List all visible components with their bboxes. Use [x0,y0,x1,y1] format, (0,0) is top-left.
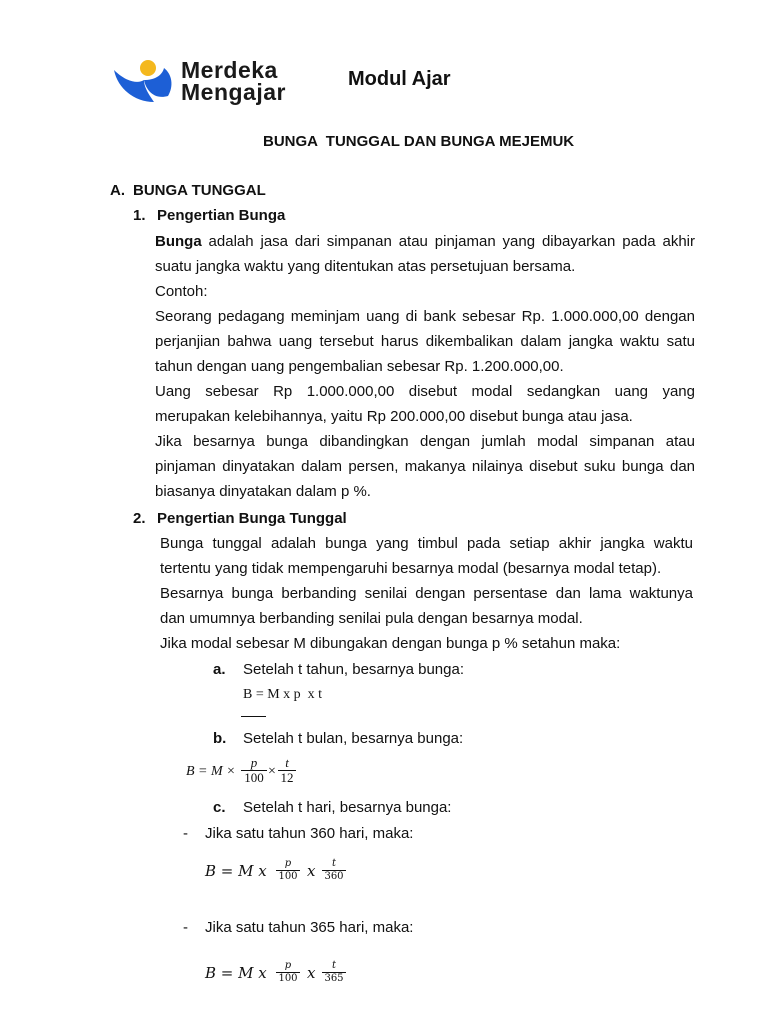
case2-numerator-p: 𝑝 [284,960,292,971]
item2-line1: Bunga tunggal adalah bunga yang timbul pada setiap akhir jangka waktu [160,535,693,552]
case1-denominator-100: 100 [278,871,298,882]
sub-b-fraction-p [241,756,267,785]
case1-formula-lhs: 𝐵 = 𝑀 𝑥 [205,862,267,880]
case2-times: 𝑥 [307,964,316,982]
sub-b-denominator-12: 12 [280,770,294,785]
sub-b-numerator-t: t [285,755,289,770]
case1-numerator-p: 𝑝 [284,858,292,869]
sub-b-fraction-t [278,756,296,785]
case1-numerator-t: 𝑡 [331,858,337,869]
sub-a-formula-bar [241,716,266,717]
case2-formula-lhs: 𝐵 = 𝑀 𝑥 [205,964,267,982]
item1-def-line2: suatu jangka waktu yang ditentukan atas persetujuan bersama. [155,258,576,275]
sub-b-times: × [268,764,276,779]
sub-b-denominator-100: 100 [244,770,264,785]
case1-times: 𝑥 [307,862,316,880]
definition-term: Bunga [155,233,202,250]
case2-fraction-p [276,960,300,985]
example-line4: Uang sebesar Rp 1.000.000,00 disebut modal sedangkan uang yang [155,383,695,400]
section-a-heading: BUNGA TUNGGAL [133,182,266,199]
sub-b-formula-lhs: B = M × [186,764,236,779]
brand-name-line2: Mengajar [181,79,286,105]
sub-a-formula: B = M x p x t [243,687,323,702]
case2-denominator-365: 365 [324,973,344,984]
case1-fraction-p [276,858,300,883]
case2-denominator-100: 100 [278,973,298,984]
case2-numerator-t: 𝑡 [331,960,337,971]
item2-line3: Besarnya bunga berbanding senilai dengan persentase dan lama waktunya [160,585,693,602]
example-line5: merupakan kelebihannya, yaitu Rp 200.000,00 disebut bunga atau jasa. [155,408,633,425]
case1-dash: - [183,825,188,842]
sub-a-marker: a. [213,661,226,678]
case1-text: Jika satu tahun 360 hari, maka: [205,825,414,842]
example-line7: pinjaman dinyatakan dalam persen, makanya nilainya disebut suku bunga dan [155,458,695,475]
case2-fraction-t [322,960,346,985]
item1-marker: 1. [133,207,146,224]
sub-c-marker: c. [213,799,226,816]
module-label: Modul Ajar [348,68,451,90]
page-title: BUNGA TUNGGAL DAN BUNGA MEJEMUK [263,133,575,150]
item2-line4: dan umumnya berbanding senilai pula dengan besarnya modal. [160,610,583,627]
case1-fraction-t [322,858,346,883]
sub-b-text: Setelah t bulan, besarnya bunga: [243,730,464,747]
item1-heading: Pengertian Bunga [157,207,286,224]
sub-b-numerator-p: p [250,755,258,770]
definition-text: adalah jasa dari simpanan atau pinjaman yang dibayarkan pada akhir [201,233,695,250]
sub-a-text: Setelah t tahun, besarnya bunga: [243,661,465,678]
example-line3: tahun dengan uang pengembalian sebesar Rp. 1.200.000,00. [155,358,564,375]
example-line6: Jika besarnya bunga dibandingkan dengan jumlah modal simpanan atau [155,433,695,450]
example-label: Contoh: [155,283,208,300]
item2-line2: tertentu yang tidak mempengaruhi besarnya modal (besarnya modal tetap). [160,560,662,577]
case1-denominator-360: 360 [324,871,344,882]
example-line2: perjanjian bahwa uang tersebut harus dikembalikan dalam jangka waktu satu [155,333,695,350]
item1-definition [155,233,695,251]
item2-heading: Pengertian Bunga Tunggal [157,510,347,527]
section-a-marker: A. [110,182,125,199]
case2-dash: - [183,919,188,936]
brand-name-line1: Merdeka [181,57,278,83]
item2-line5: Jika modal sebesar M dibungakan dengan bunga p % setahun maka: [160,635,621,652]
example-line1: Seorang pedagang meminjam uang di bank sebesar Rp. 1.000.000,00 dengan [155,308,695,325]
merdeka-mengajar-logo-icon [110,56,176,108]
sub-b-marker: b. [213,730,227,747]
sub-c-text: Setelah t hari, besarnya bunga: [243,799,452,816]
item2-marker: 2. [133,510,146,527]
case2-text: Jika satu tahun 365 hari, maka: [205,919,414,936]
example-line8: biasanya dinyatakan dalam p %. [155,483,371,500]
